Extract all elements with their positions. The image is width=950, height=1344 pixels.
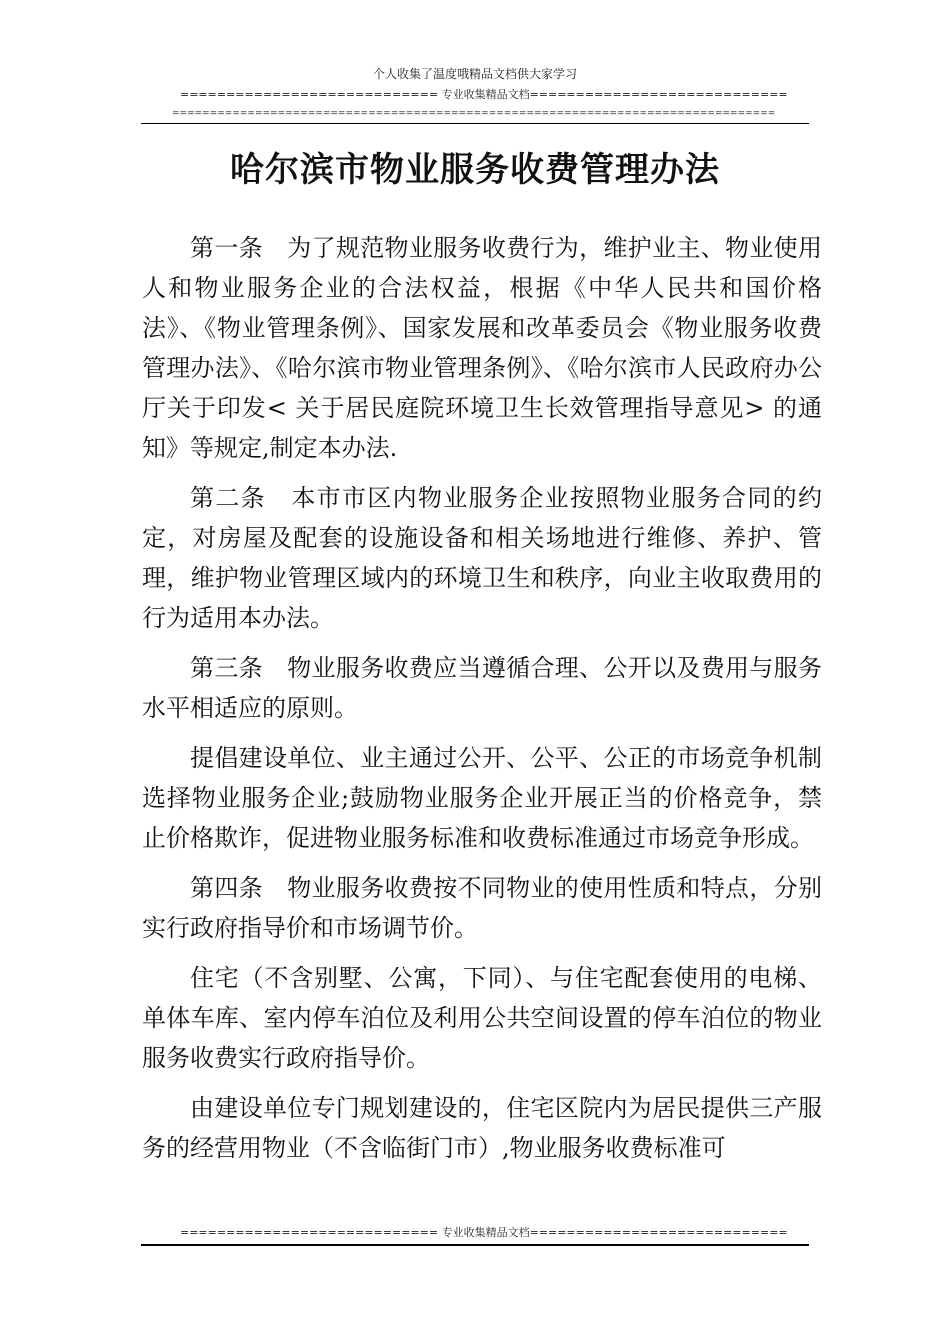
document-body [142,228,822,1178]
header-separator: ============================ 专业收集精品文档============================ [180,88,788,101]
paragraph-article-4-sub2: 由建设单位专门规划建设的，住宅区院内为居民提供三产服务的经营用物业（不含临街门市）,物业服务收费标准可 [142,1094,822,1162]
footer-separator: ============================ 专业收集精品文档============================ [180,1226,788,1239]
header-note: 个人收集了温度哦精品文档供大家学习 [372,67,577,81]
footer-rule [141,1244,809,1246]
paragraph-article-3: 第三条 物业服务收费应当遵循合理、公开以及费用与服务水平相适应的原则。 [142,654,822,722]
paragraph-article-2: 第二条 本市市区内物业服务企业按照物业服务合同的约定，对房屋及配套的设施设备和相关场地进行维修、养护、管理，维护物业管理区域内的环境卫生和秩序，向业主收取费用的行为适用本办法。 [142,484,822,632]
paragraph-article-4-sub1: 住宅（不含别墅、公寓，下同）、与住宅配套使用的电梯、单体车库、室内停车泊位及利用公共空间设置的停车泊位的物业服务收费实行政府指导价。 [142,964,822,1072]
document-title: 哈尔滨市物业服务收费管理办法 [230,149,720,190]
header-separator-2: ================================================================================ [172,109,776,119]
paragraph-article-4: 第四条 物业服务收费按不同物业的使用性质和特点，分别实行政府指导价和市场调节价。 [142,874,822,942]
header-rule [141,123,809,124]
paragraph-article-3-sub: 提倡建设单位、业主通过公开、公平、公正的市场竞争机制选择物业服务企业;鼓励物业服务企业开展正当的价格竞争，禁止价格欺诈，促进物业服务标准和收费标准通过市场竞争形成。 [142,744,822,852]
paragraph-article-1: 第一条 为了规范物业服务收费行为，维护业主、物业使用人和物业服务企业的合法权益，根据《中华人民共和国价格法》、《物业管理条例》、国家发展和改革委员会《物业服务收费管理办法》、《哈尔滨市物业管理条例》、《哈尔滨市人民政府办公厅关于印发< 关于居民庭院环境卫生长效管理指导意见> 的通知》等规定,制定本办法. [142,234,822,462]
